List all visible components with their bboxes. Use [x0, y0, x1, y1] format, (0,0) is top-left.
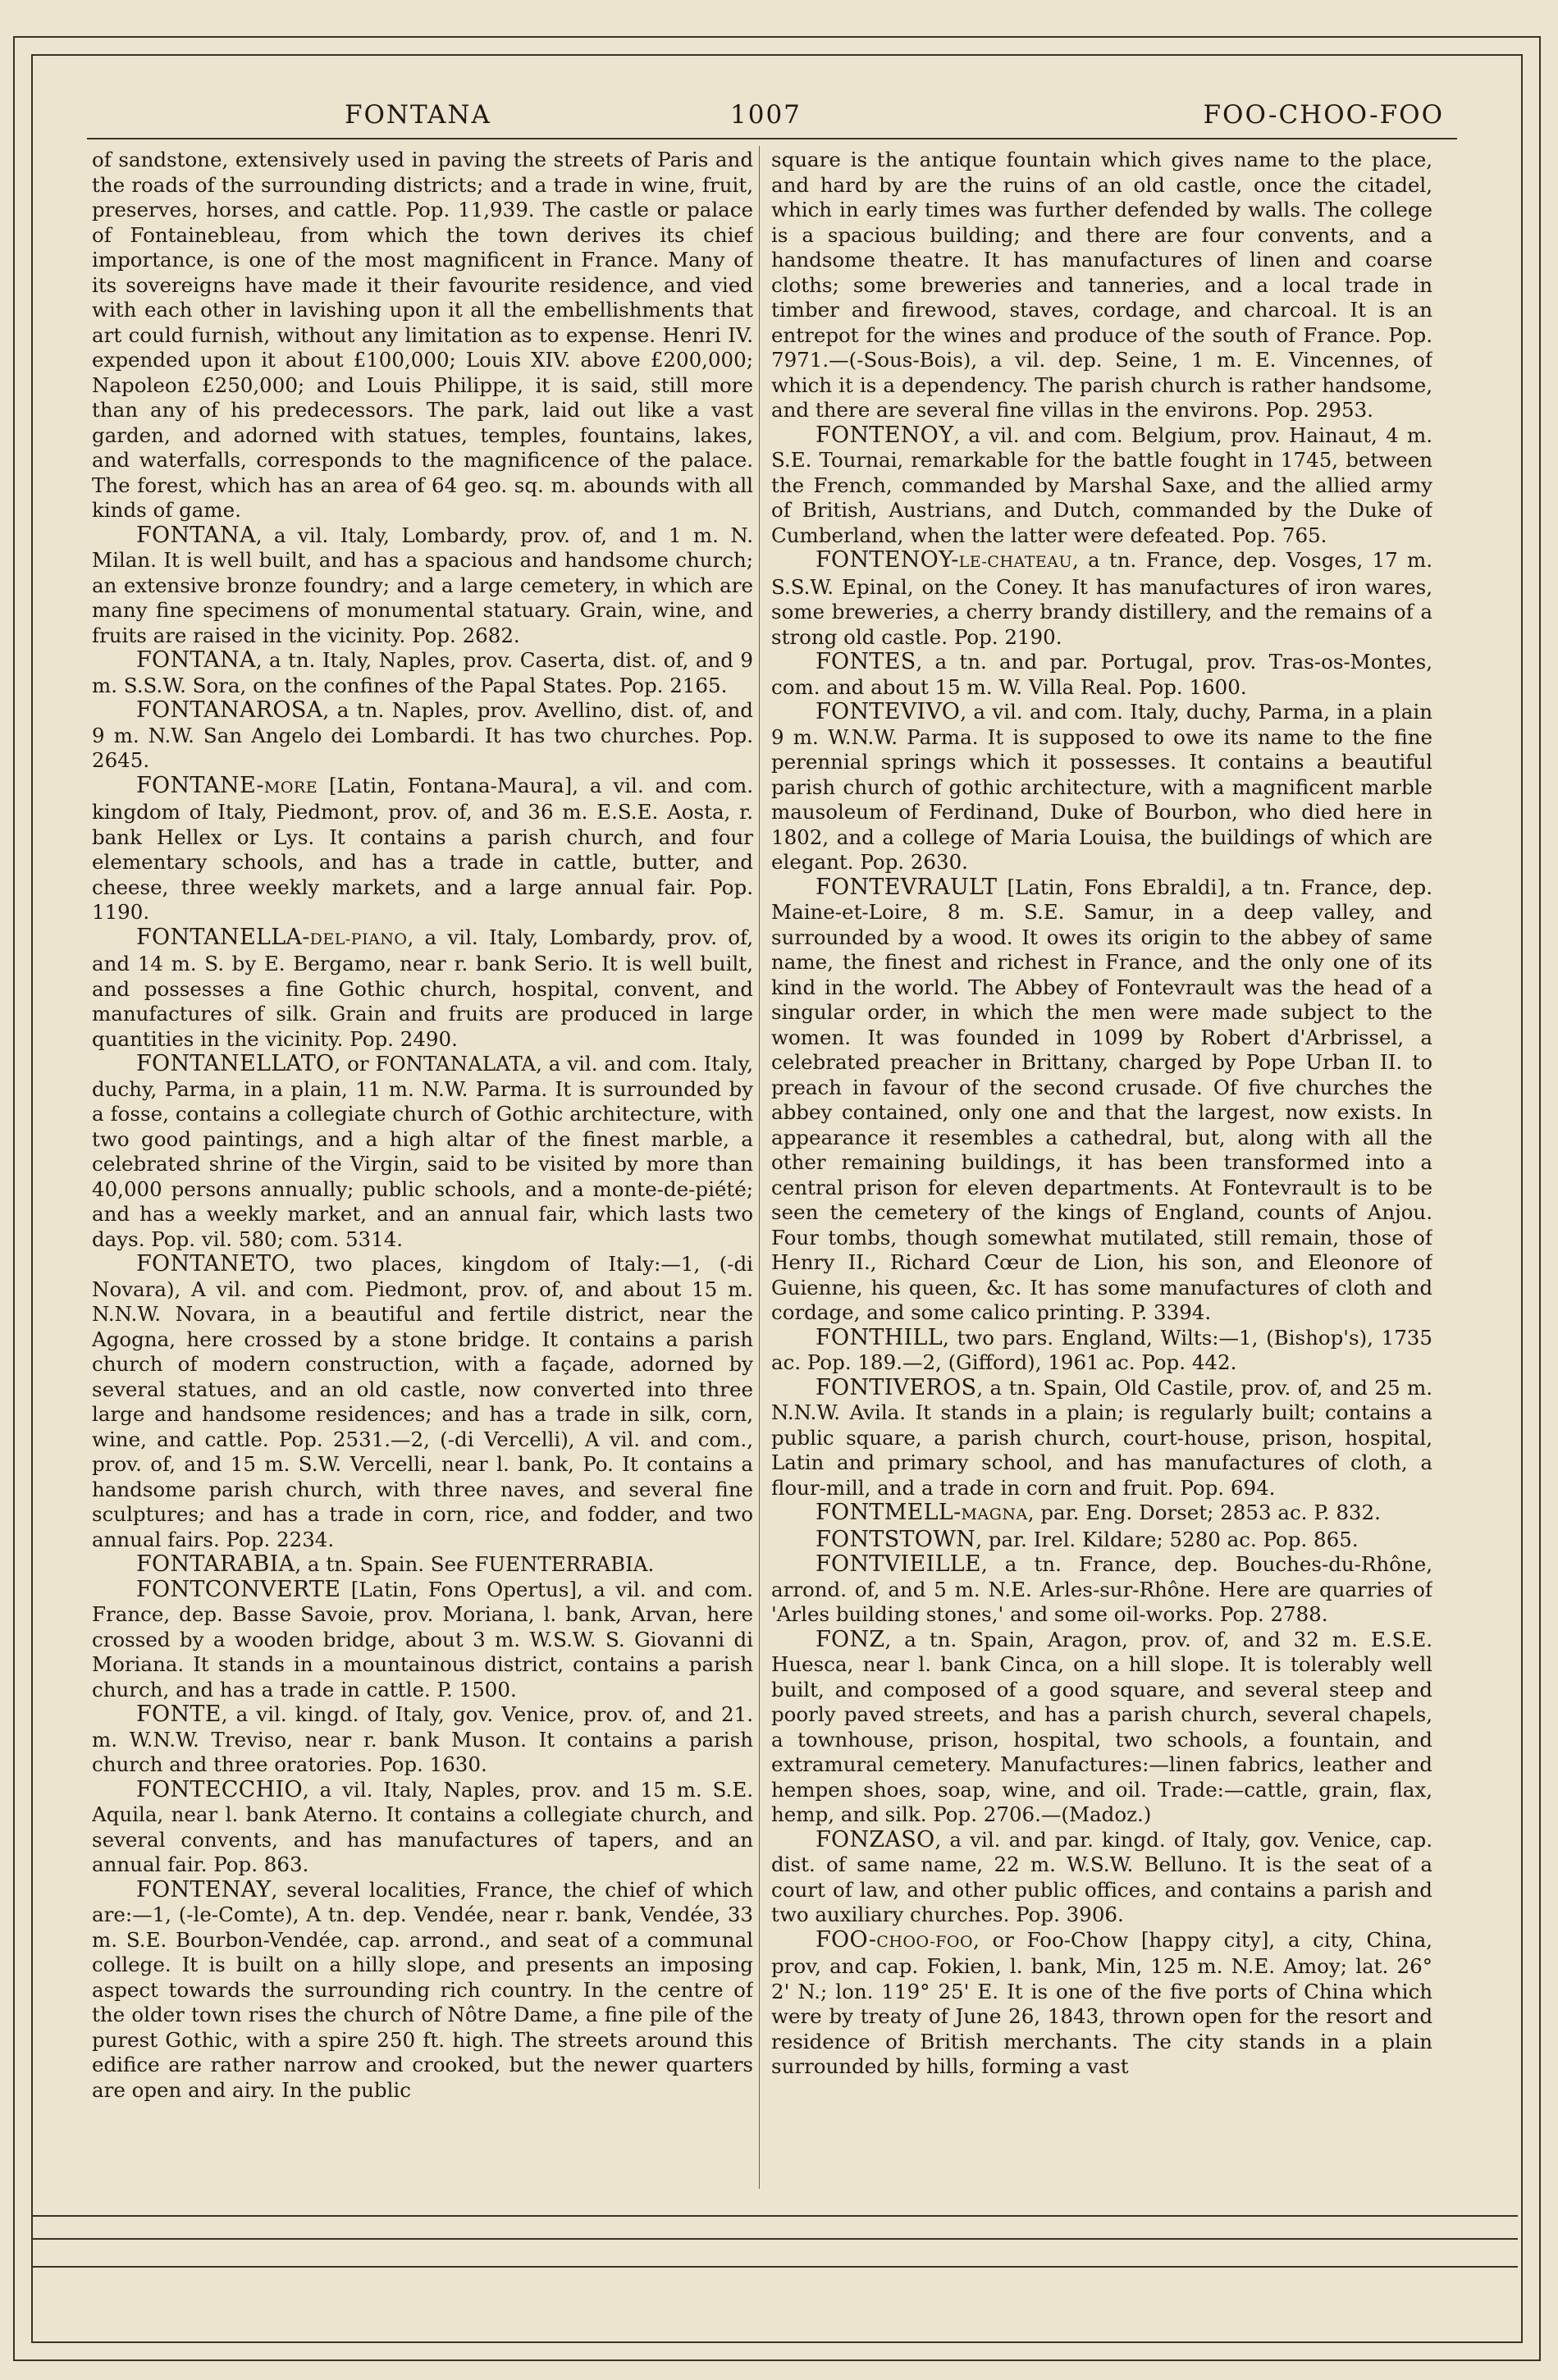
entry-text: , a tn. and par. Portugal, prov. Tras-os-Montes, com. and about 15 m. W. Villa Real. Pop. 1600. [771, 650, 1432, 699]
gazetteer-entry [92, 925, 753, 1053]
entry-headword: FONTVIEILLE [816, 1551, 981, 1577]
entry-text: , a tn. Spain, Aragon, prov. of, and 32 m. E.S.E. Huesca, near l. bank Cinca, on a hill slope. It is tolerably well built, and composed of a good square, and several steep and poorly paved streets, and has a parish church, several chapels, a townhouse, prison, hospital, two schools, a fountain, and extramural cemetery. Manufactures:—linen fabrics, leather and hempen shoes, soap, wine, and oil. Trade:—cattle, grain, flax, hemp, and silk. Pop. 2706.—(Madoz.) [771, 1627, 1432, 1826]
gazetteer-entry [771, 1376, 1432, 1501]
gazetteer-entry [771, 1501, 1432, 1528]
entry-headword: FONTCONVERTE [136, 1576, 341, 1602]
entry-headword: FONTHILL [816, 1324, 943, 1350]
entry-headword-suffix: DEL-PIANO [309, 930, 408, 948]
entry-text: , or Foo-Chow [happy city], a city, China, prov, and cap. Fokien, l. bank, Min, 125 m. N.E. Amoy; lat. 26° 2' N.; lon. 119° 25' E. It is one of the five ports of China which were by treaty of June 26, 1843, thrown open for the resort and residence of British merchants. The city stands in a plain surrounded by hills, forming a vast [771, 1927, 1432, 2078]
entry-headword: FONTES [816, 649, 916, 674]
entry-text: , a vil. Italy, Lombardy, prov. of, and 14 m. S. by E. Bergamo, near r. bank Serio. It is well built, and possesses a fine Gothic church, hospital, convent, and manufactures of silk. Grain and fruits are produced in large quantities in the vicinity. Pop. 2490. [92, 925, 753, 1051]
gazetteer-entry [92, 648, 753, 698]
page-number: 1007 [730, 100, 802, 130]
gazetteer-entry [771, 1628, 1432, 1828]
running-head-left: FONTANA [345, 100, 491, 130]
header-rule [87, 138, 1457, 139]
entry-text: , a vil. and par. kingd. of Italy, gov. Venice, cap. dist. of same name, 22 m. W.S.W. Belluno. It is the seat of a court of law, and other public offices, and contains a parish and two auxiliary churches. Pop. 3906. [771, 1827, 1432, 1926]
entry-text: of sandstone, extensively used in paving the streets of Paris and the roads of the surrounding districts; and a trade in wine, fruit, preserves, horses, and cattle. Pop. 11,939. The castle or palace of Fontainebleau, from which the town derives its chief importance, is one of the most magnificent in France. Many of its sovereigns have made it their favourite residence, and vied with each other in lavishing upon it all the embellishments that art could furnish, without any limitation as to expense. Henri IV. expended upon it about £100,000; Louis XIV. above £200,000; Napoleon £250,000; and Louis Philippe, it is said, still more than any of his predecessors. The park, laid out like a vast garden, and adorned with statues, temples, fountains, lakes, and waterfalls, corresponds to the magnificence of the palace. The forest, which has an area of 64 geo. sq. m. abounds with all kinds of game. [92, 148, 753, 522]
gazetteer-entry [771, 650, 1432, 700]
entry-headword: FONTEVIVO [816, 699, 961, 724]
entry-headword: FONTENOY- [816, 547, 959, 573]
entry-headword-suffix: MAGNA [961, 1505, 1028, 1523]
entry-text: , a tn. Naples, prov. Avellino, dist. of, and 9 m. N.W. San Angelo dei Lombardi. It has two churches. Pop. 2645. [92, 698, 753, 772]
entry-headword: FONTIVEROS [816, 1374, 977, 1400]
gazetteer-entry [92, 1778, 753, 1878]
entry-text: , two places, kingdom of Italy:—1, (-di Novara), A vil. and com. Piedmont, prov. of, and about 15 m. N.N.W. Novara, in a beautiful and fertile district, near the Agogna, here crossed by a stone bridge. It contains a parish church of modern construction, with a façade, adorned by several statues, and an old castle, now converted into three large and handsome residences; and has a trade in silk, corn, wine, and cattle. Pop. 2531.—2, (-di Vercelli), A vil. and com., prov. of, and 15 m. S.W. Vercelli, near l. bank, Po. It contains a handsome parish church, with three naves, and several fine sculptures; and has a trade in corn, rice, and fodder, and two annual fairs. Pop. 2234. [92, 1252, 753, 1551]
entry-headword-suffix: CHOO-FOO [876, 1932, 974, 1951]
entry-headword: FONTANA [136, 522, 256, 548]
gazetteer-entry [771, 875, 1432, 1326]
running-head [90, 100, 1444, 141]
entry-text: , a vil. Italy, Lombardy, prov. of, and 1 m. N. Milan. It is well built, and has a spacious and handsome church; an extensive bronze foundry; and a large cemetery, in which are many fine specimens of monumental statuary. Grain, wine, and fruits are raised in the vicinity. Pop. 2682. [92, 523, 753, 647]
entry-headword-suffix: MORE [263, 778, 318, 797]
entry-headword: FONZASO [816, 1826, 935, 1852]
entry-text: , or FONTANALATA, a vil. and com. Italy, duchy, Parma, in a plain, 11 m. N.W. Parma. It is surrounded by a fosse, contains a collegiate church of Gothic architecture, with two good paintings, and a high altar of the finest marble, a celebrated shrine of the Virgin, said to be visited by more than 40,000 persons annually; public schools, and a monte-de-piété; and has a weekly market, and an annual fair, which lasts two days. Pop. vil. 580; com. 5314. [92, 1052, 753, 1251]
gazetteer-entry [771, 423, 1432, 549]
gazetteer-entry [771, 700, 1432, 875]
gazetteer-entry [771, 1928, 1432, 2080]
bottom-rules [33, 2215, 1518, 2281]
gazetteer-entry [92, 698, 753, 774]
entry-text: , a tn. Italy, Naples, prov. Caserta, dist. of, and 9 m. S.S.W. Sora, on the confines of the Papal States. Pop. 2165. [92, 648, 753, 697]
entry-text: [Latin, Fontana-Maura], a vil. and com. kingdom of Italy, Piedmont, prov. of, and 36 m. E.S.E. Aosta, r. bank Hellex or Lys. It contains a parish church, and four elementary schools, and has a trade in cattle, butter, and cheese, three weekly markets, and a large annual fair. Pop. 1190. [92, 773, 753, 924]
entry-text: [Latin, Fons Ebraldi], a tn. France, dep. Maine-et-Loire, 8 m. S.E. Samur, in a deep valley, and surrounded by a wood. It owes its origin to the abbey of same name, the finest and richest in France, and the only one of its kind in the world. The Abbey of Fontevrault was the head of a singular order, in which the men were made subject to the women. It was founded in 1099 by Robert d'Arbrissel, a celebrated preacher in Brittany, charged by Pope Urban II. to preach in favour of the second crusade. Of five churches the abbey contained, only one and that the largest, now exists. In appearance it resembles a cathedral, but, along with all the other remaining buildings, it has been transformed into a central prison for eleven departments. At Fontevrault is to be seen the cemetery of the kings of England, counts of Anjou. Four tombs, though somewhat mutilated, still remain, those of Henry II., Richard Cœur de Lion, his son, and Eleonore of Guienne, his queen, &c. It has some manufactures of cloth and cordage, and some calico printing. P. 3394. [771, 875, 1432, 1324]
entry-headword: FONTANETO [136, 1251, 290, 1277]
entry-text: , a tn. Spain. See FUENTERRABIA. [295, 1552, 655, 1576]
entry-text: , a vil. and com. Italy, duchy, Parma, in a plain 9 m. W.N.W. Parma. It is supposed to owe its name to the fine perennial springs which it possesses. It contains a beautiful parish church of gothic architecture, with a magnificent marble mausoleum of Ferdinand, Duke of Bourbon, who died here in 1802, and a college of Maria Louisa, the buildings of which are elegant. Pop. 2630. [771, 700, 1432, 874]
entry-headword: FONTENOY [816, 422, 954, 448]
entry-text: , a tn. France, dep. Bouches-du-Rhône, arrond. of, and 5 m. N.E. Arles-sur-Rhône. Here are quarries of 'Arles building stones,' and some oil-works. Pop. 2788. [771, 1552, 1432, 1626]
entry-headword: FONTANAROSA [136, 697, 323, 723]
entry-text: , a tn. Spain, Old Castile, prov. of, and 25 m. N.N.W. Avila. It stands in a plain; is regularly built; contains a public square, a parish church, court-house, prison, hospital, Latin and primary school, and has manufactures of cloth, a flour-mill, and a trade in corn and fruit. Pop. 694. [771, 1375, 1432, 1500]
entry-headword: FONTE [136, 1702, 222, 1727]
entry-headword: FONTEVRAULT [816, 874, 998, 900]
gazetteer-entry [92, 1052, 753, 1252]
entry-text: square is the antique fountain which gives name to the place, and hard by are the ruins of an old castle, once the citadel, which in early times was further defended by walls. The college is a spacious building; and there are four convents, and a handsome theatre. It has manufactures of linen and coarse cloths; some breweries and tanneries, and a local trade in timber and firewood, staves, cordage, and charcoal. It is an entrepot for the wines and produce of the south of France. Pop. 7971.—(-Sous-Bois), a vil. dep. Seine, 1 m. E. Vincennes, of which it is a dependency. The parish church is rather handsome, and there are several fine villas in the environs. Pop. 2953. [771, 148, 1432, 422]
gazetteer-entry [92, 1578, 753, 1703]
entry-headword: FONTANE- [136, 772, 264, 798]
entry-headword: FONZ [816, 1626, 885, 1652]
entry-text: [Latin, Fons Opertus], a vil. and com. France, dep. Basse Savoie, prov. Moriana, l. bank, Arvan, here crossed by a wooden bridge, about 3 m. W.S.W. S. Giovanni di Moriana. It stands in a mountainous district, contains a parish church, and has a trade in cattle. P. 1500. [92, 1577, 753, 1702]
gazetteer-entry [92, 523, 753, 649]
gazetteer-entry [771, 1326, 1432, 1376]
entry-text: , par. Eng. Dorset; 2853 ac. P. 832. [1027, 1501, 1381, 1524]
entry-text: , a vil. Italy, Naples, prov. and 15 m. S.E. Aquila, near l. bank Aterno. It contains a collegiate church, and several convents, and has manufactures of tapers, and an annual fair. Pop. 863. [92, 1777, 753, 1876]
entry-text: , a vil. and com. Belgium, prov. Hainaut, 4 m. S.E. Tournai, remarkable for the battle fought in 1745, between the French, commanded by Marshal Saxe, and the allied army of British, Austrians, and Dutch, commanded by the Duke of Cumberland, when the latter were defeated. Pop. 765. [771, 423, 1432, 547]
entry-text: , a tn. France, dep. Vosges, 17 m. S.S.W. Epinal, on the Coney. It has manufactures of iron wares, some breweries, a cherry brandy distillery, and the remains of a strong old castle. Pop. 2190. [771, 548, 1432, 649]
entry-headword: FONTANELLA- [136, 924, 310, 950]
entry-text: , several localities, France, the chief of which are:—1, (-le-Comte), A tn. dep. Vendée, near r. bank, Vendée, 33 m. S.E. Bourbon-Vendée, cap. arrond., and seat of a communal college. It is built on a hilly slope, and presents an imposing aspect towards the surrounding rich country. In the centre of the older town rises the church of Nôtre Dame, a fine pile of the purest Gothic, with a spire 250 ft. high. The streets around this edifice are rather narrow and crooked, but the newer quarters are open and airy. In the public [92, 1877, 753, 2102]
gazetteer-entry [771, 1528, 1432, 1553]
gazetteer-entry [771, 1828, 1432, 1928]
running-head-right: FOO-CHOO-FOO [1203, 100, 1444, 130]
right-column [771, 148, 1432, 2190]
column-divider [759, 146, 760, 2189]
entry-text: , par. Irel. Kildare; 5280 ac. Pop. 865. [975, 1527, 1359, 1551]
entry-headword: FONTMELL- [816, 1500, 962, 1525]
entry-headword: FONTANA [136, 647, 256, 673]
entry-text: , two pars. England, Wilts:—1, (Bishop's), 1735 ac. Pop. 189.—2, (Gifford), 1961 ac. Pop. 442. [771, 1325, 1432, 1374]
gazetteer-entry [92, 1878, 753, 2104]
gazetteer-entry [92, 1552, 753, 1578]
entry-headword: FONTANELLATO [136, 1051, 335, 1076]
gazetteer-entry [771, 1552, 1432, 1628]
entry-headword: FONTENAY [136, 1876, 272, 1903]
left-column [92, 148, 753, 2190]
continued-text [771, 148, 1432, 423]
entry-headword: FONTSTOWN [816, 1526, 976, 1552]
gazetteer-entry [92, 774, 753, 925]
entry-text: , a vil. kingd. of Italy, gov. Venice, prov. of, and 21. m. W.N.W. Treviso, near r. bank Muson. It contains a parish church and three oratories. Pop. 1630. [92, 1702, 753, 1776]
gazetteer-entry [92, 1702, 753, 1778]
entry-headword-suffix: LE-CHATEAU [958, 553, 1072, 571]
gazetteer-entry [771, 548, 1432, 650]
gazetteer-entry [92, 1252, 753, 1552]
continued-text [92, 148, 753, 523]
entry-headword: FONTARABIA [136, 1551, 295, 1577]
entry-headword: FONTECCHIO [136, 1776, 303, 1802]
entry-headword: FOO- [816, 1926, 877, 1953]
